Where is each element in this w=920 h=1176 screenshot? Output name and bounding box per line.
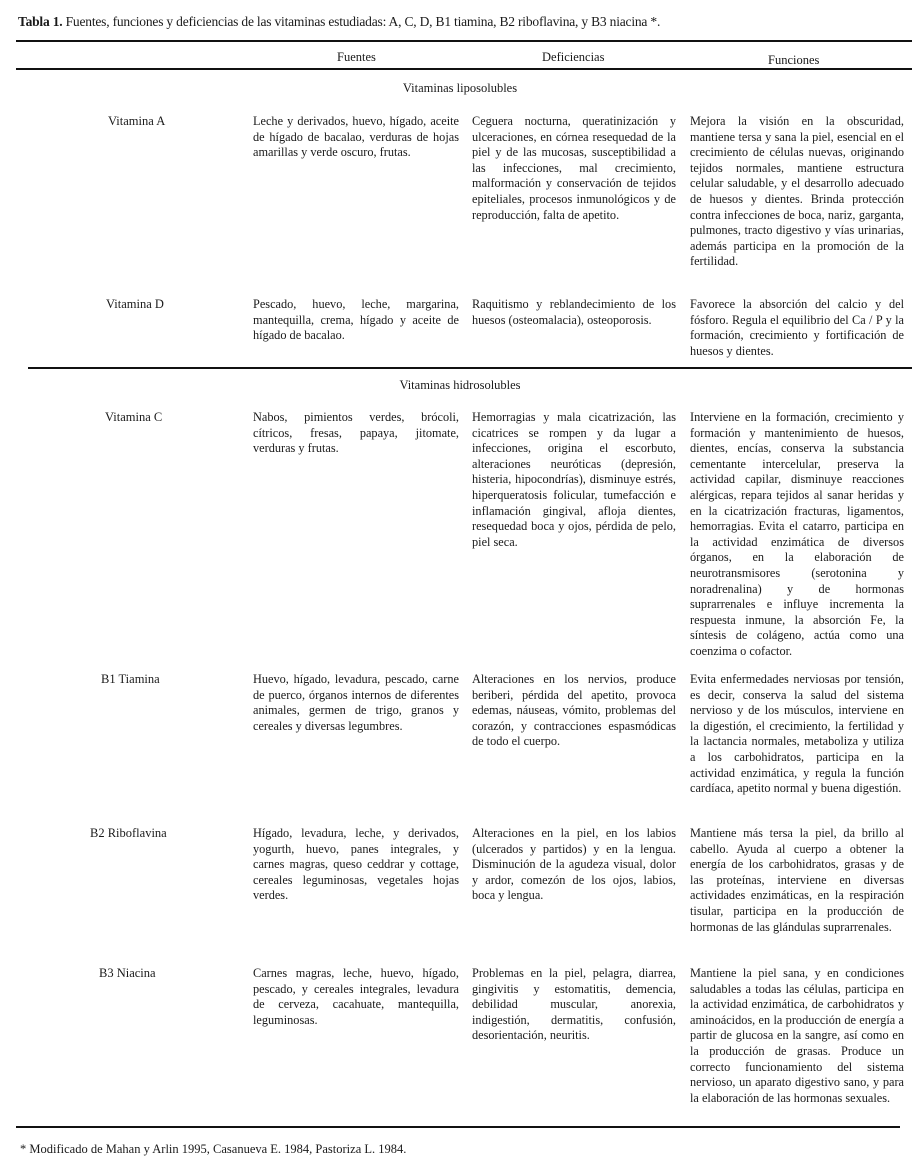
deficiencias-cell: Ceguera nocturna, queratinización y ulceraciones, en córnea resequedad de la piel y de las mucosas, susceptibilidad a las infecciones, mal crecimiento, malformación y conservación de tejidos epiteliales, procesos inmunológicos y de reproducción, falta de apetito. — [472, 114, 676, 222]
fuentes-cell: Hígado, levadura, leche, y derivados, yogurth, huevo, panes integrales, y carnes magras, queso ceddrar y cottage, cereales leguminosas, vegetales hojas verdes. — [253, 826, 459, 903]
deficiencias-cell: Problemas en la piel, pelagra, diarrea, gingivitis y estomatitis, demencia, debilidad muscular, anorexia, indigestión, dermatitis, confusión, desorientación, neuritis. — [472, 966, 676, 1043]
funciones-cell: Interviene en la formación, crecimiento y formación y mantenimiento de huesos, dientes, encías, conserva la substancia cementante intercelular, preserva la actividad capilar, disminuye reacciones alérgicas, repara tejidos al sanar heridas y en la cicatrización fracturas, ligamentos, hemorragias. Evita el catarro, participa en la actividad enzimática de diversos órganos, en la elaboración de neurotransmisores (serotonina y noradrenalina) y de hormonas suprarrenales e influye incrementa la respuesta inmune, la absorción Fe, la síntesis de colágeno, actúa como una coenzima o cofactor. — [690, 410, 904, 658]
vitamin-name: B2 Riboflavina — [90, 826, 167, 840]
fuentes-cell: Huevo, hígado, levadura, pescado, carne de puerco, órganos internos de diferentes animales, germen de trigo, granos y cereales y diversas legumbres. — [253, 672, 459, 733]
vitamin-name: Vitamina A — [108, 114, 166, 128]
funciones-cell: Favorece la absorción del calcio y del fósforo. Regula el equilibrio del Ca / P y la formación, crecimiento y fortificación de huesos y dientes. — [690, 297, 904, 358]
deficiencias-cell: Raquitismo y reblandecimiento de los huesos (osteomalacia), osteoporosis. — [472, 297, 676, 327]
header-deficiencias: Deficiencias — [542, 50, 605, 64]
bottom-rule — [16, 1126, 900, 1128]
section-rule — [28, 367, 912, 369]
deficiencias-cell: Hemorragias y mala cicatrización, las cicatrices se rompen y da lugar a infecciones, origina el escorbuto, alteraciones neuróticas (depresión, histeria, hipocondrías), disminuye estrés, hiperqueratosis folicular, tumefacción e inflamación gingival, afloja dientes, resequedad boca y ojos, pérdida de pelo, piel seca. — [472, 410, 676, 549]
fuentes-cell: Pescado, huevo, leche, margarina, mantequilla, crema, hígado y aceite de hígado de bacalao. — [253, 297, 459, 343]
fuentes-cell: Carnes magras, leche, huevo, hígado, pescado, y cereales integrales, levadura de cerveza, cacahuate, mantequilla, leguminosas. — [253, 966, 459, 1027]
section-title: Vitaminas hidrosolubles — [399, 378, 521, 392]
top-rule — [16, 40, 912, 42]
table-label: Tabla 1. — [18, 14, 63, 29]
funciones-cell: Mantiene la piel sana, y en condiciones saludables a todas las células, participa en la actividad enzimática, de carbohidratos y aminoácidos, en la producción de energía a partir de glucosa en la sangre, así como en la producción de grasas. Produce un correcto funcionamiento del sistema nervioso, un aparato digestivo sano, y para la elaboración de las hormonas sexuales. — [690, 966, 904, 1105]
section-title: Vitaminas liposolubles — [402, 81, 518, 95]
vitamin-name: Vitamina D — [106, 297, 164, 311]
header-funciones: Funciones — [768, 53, 820, 67]
vitamin-name: Vitamina C — [105, 410, 163, 424]
funciones-cell: Mantiene más tersa la piel, da brillo al cabello. Ayuda al cuerpo a obtener la energía de los carbohidratos, grasas y de las proteínas, interviene en diversas actividades enzimáticas, en la respiración tisular, participa en la producción de hormonas de las glándulas suprarrenales. — [690, 826, 904, 934]
vitamin-name: B3 Niacina — [99, 966, 156, 980]
header-rule — [16, 68, 912, 70]
deficiencias-cell: Alteraciones en la piel, en los labios (ulcerados y partidos) y en la lengua. Disminución de la agudeza visual, dolor y ardor, comezón de los ojos, labios, boca y lengua. — [472, 826, 676, 903]
fuentes-cell: Leche y derivados, huevo, hígado, aceite de hígado de bacalao, verduras de hojas amarillas y verde oscuro, frutas. — [253, 114, 459, 160]
footnote: * Modificado de Mahan y Arlin 1995, Casanueva E. 1984, Pastoriza L. 1984. — [20, 1142, 407, 1156]
deficiencias-cell: Alteraciones en los nervios, produce beriberi, pérdida del apetito, provoca edemas, náuseas, vómito, problemas del corazón, y contracciones espasmódicas de todo el cuerpo. — [472, 672, 676, 749]
table-caption-text: Fuentes, funciones y deficiencias de las vitaminas estudiadas: A, C, D, B1 tiamina, B2 riboflavina, y B3 niacina *. — [65, 14, 661, 29]
table-caption — [18, 14, 660, 30]
vitamin-name: B1 Tiamina — [101, 672, 160, 686]
funciones-cell: Evita enfermedades nerviosas por tensión, es decir, conserva la salud del sistema nervioso y de los músculos, interviene en la digestión, el crecimiento, la fertilidad y la lactancia normales, metaboliza y utiliza a los carbohidratos, participa en la actividad enzimática, y regula la función cardíaca, apetito normal y buena digestión. — [690, 672, 904, 796]
header-fuentes: Fuentes — [337, 50, 376, 64]
funciones-cell: Mejora la visión en la obscuridad, mantiene tersa y sana la piel, esencial en el crecimiento de células nuevas, originando tejidos normales, mantiene estructura celular saludable, y el desarrollo adecuado de huesos y dientes. Brinda protección contra infecciones de boca, nariz, garganta, pulmones, tracto digestivo y vías urinarias, además participa en la promoción de la fertilidad. — [690, 114, 904, 269]
fuentes-cell: Nabos, pimientos verdes, brócoli, cítricos, fresas, papaya, jitomate, verduras y frutas. — [253, 410, 459, 456]
